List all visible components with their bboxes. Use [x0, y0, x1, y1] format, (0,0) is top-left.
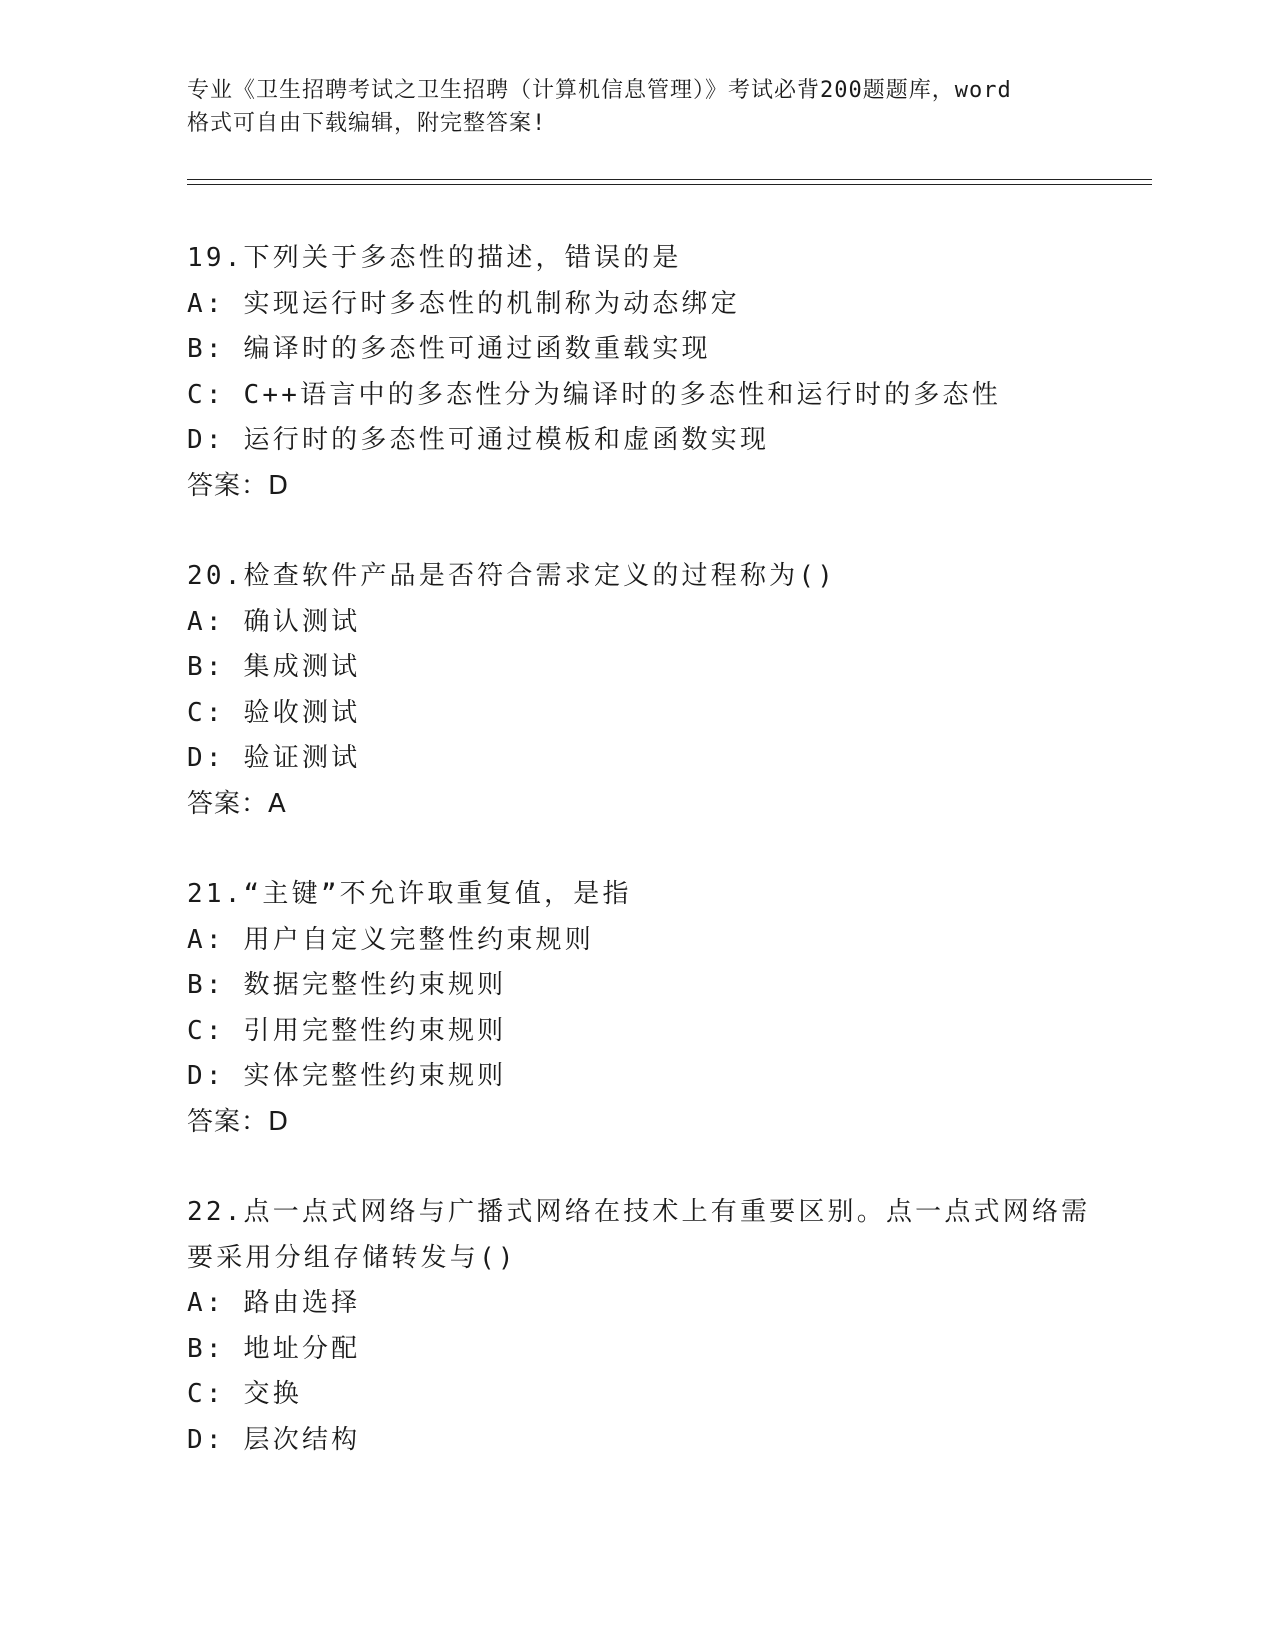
option-d: D: 实体完整性约束规则 [187, 1061, 507, 1091]
answer-text: 答案：D [187, 470, 290, 501]
answer-text: 答案：A [187, 788, 287, 819]
answer-text: 答案：D [187, 1106, 290, 1137]
question-stem: 21.“主键”不允许取重复值，是指 [187, 879, 632, 909]
option-c: C: C++语言中的多态性分为编译时的多态性和运行时的多态性 [187, 379, 1001, 410]
option-c: C: 引用完整性约束规则 [187, 1015, 507, 1046]
option-b: B: 地址分配 [187, 1333, 361, 1364]
option-b: B: 编译时的多态性可通过函数重载实现 [187, 334, 711, 364]
question-stem: 20.检查软件产品是否符合需求定义的过程称为() [187, 561, 837, 591]
question-22 [187, 1190, 1117, 1463]
question-stem: 22.点一点式网络与广播式网络在技术上有重要区别。点一点式网络需 [187, 1197, 1091, 1227]
option-b: B: 集成测试 [187, 652, 361, 682]
option-d: D: 验证测试 [187, 743, 361, 773]
header-line-1: 专业《卫生招聘考试之卫生招聘（计算机信息管理）》考试必背200题题库，word [187, 78, 1012, 103]
question-list [187, 236, 1117, 1508]
option-b: B: 数据完整性约束规则 [187, 970, 507, 1000]
header-line-2: 格式可自由下载编辑，附完整答案! [187, 111, 547, 136]
option-d: D: 运行时的多态性可通过模板和虚函数实现 [187, 425, 770, 455]
header-divider-bottom [187, 184, 1152, 185]
document-header [187, 74, 1087, 140]
option-c: C: 交换 [187, 1379, 302, 1409]
option-d: D: 层次结构 [187, 1424, 361, 1455]
question-stem: 19.下列关于多态性的描述，错误的是 [187, 243, 682, 273]
question-stem-continued: 要采用分组存储转发与() [187, 1242, 517, 1273]
question-21 [187, 872, 1117, 1145]
option-a: A: 实现运行时多态性的机制称为动态绑定 [187, 288, 740, 319]
option-c: C: 验收测试 [187, 697, 361, 728]
question-19 [187, 236, 1117, 509]
option-a: A: 路由选择 [187, 1288, 361, 1318]
question-20 [187, 554, 1117, 827]
header-divider-top [187, 179, 1152, 180]
option-a: A: 用户自定义完整性约束规则 [187, 924, 594, 955]
option-a: A: 确认测试 [187, 606, 361, 637]
